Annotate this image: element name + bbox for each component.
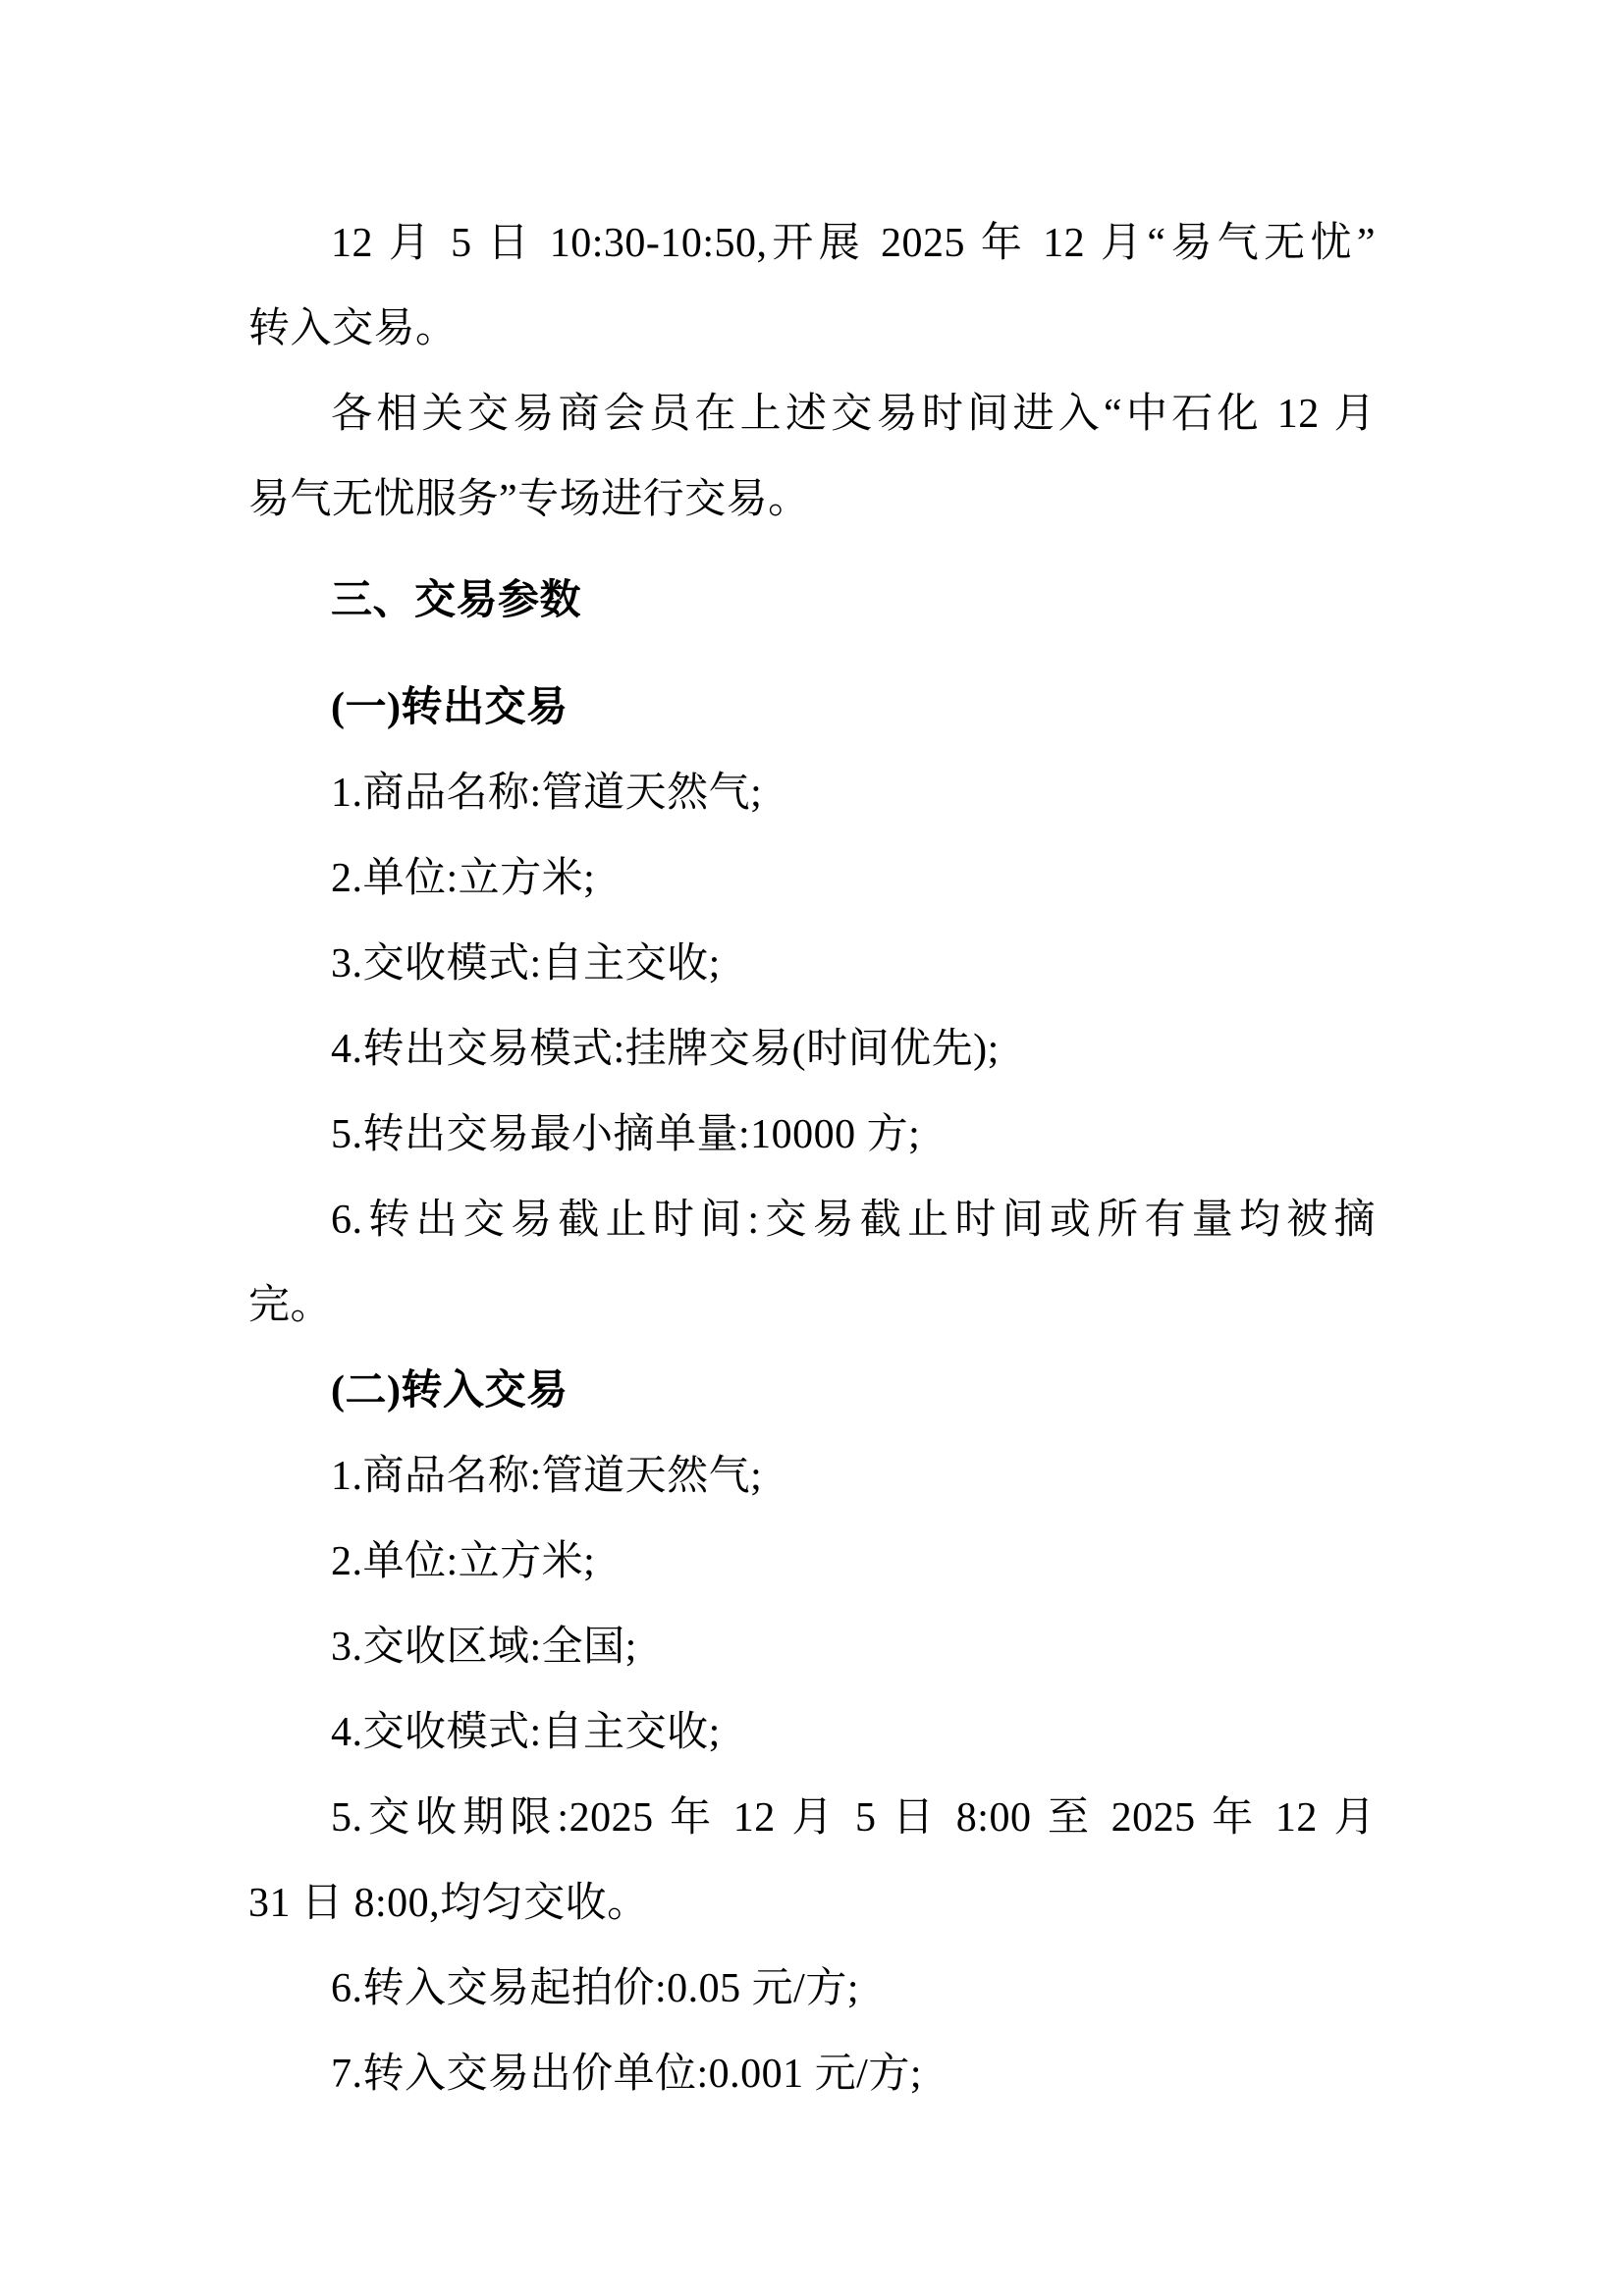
transfer-out-item-3: 3.交收模式:自主交收; (331, 941, 721, 987)
subsection-heading-transfer-in: (二)转入交易 (331, 1368, 568, 1414)
transfer-out-item-2: 2.单位:立方米; (331, 856, 596, 901)
intro-paragraph-1-line-1: 12 月 5 日 10:30-10:50,开展 2025 年 12 月“易气无忧” (331, 221, 1376, 266)
intro-paragraph-2-line-1: 各相关交易商会员在上述交易时间进入“中石化 12 月 (331, 392, 1376, 437)
transfer-out-item-5: 5.转出交易最小摘单量:10000 方; (331, 1112, 921, 1157)
intro-paragraph-1-line-2: 转入交易。 (248, 306, 458, 351)
transfer-in-item-5-line-1: 5.交收期限:2025 年 12 月 5 日 8:00 至 2025 年 12 月 (331, 1795, 1376, 1841)
transfer-out-item-1: 1.商品名称:管道天然气; (331, 771, 763, 816)
transfer-in-item-4: 4.交收模式:自主交收; (331, 1710, 721, 1755)
transfer-in-item-7: 7.转入交易出价单位:0.001 元/方; (331, 2052, 923, 2097)
transfer-in-item-3: 3.交收区域:全国; (331, 1625, 637, 1670)
transfer-out-item-4: 4.转出交易模式:挂牌交易(时间优先); (331, 1027, 1000, 1072)
transfer-in-item-5-line-2: 31 日 8:00,均匀交收。 (248, 1881, 649, 1926)
transfer-in-item-1: 1.商品名称:管道天然气; (331, 1454, 763, 1499)
subsection-heading-transfer-out: (一)转出交易 (331, 685, 568, 730)
document-body (248, 201, 1376, 2117)
transfer-in-item-2: 2.单位:立方米; (331, 1539, 596, 1584)
transfer-in-item-6: 6.转入交易起拍价:0.05 元/方; (331, 1966, 860, 2011)
transfer-out-item-6-line-1: 6.转出交易截止时间:交易截止时间或所有量均被摘 (331, 1198, 1376, 1243)
section-heading-trade-parameters: 三、交易参数 (331, 578, 582, 623)
intro-paragraph-2-line-2: 易气无忧服务”专场进行交易。 (248, 477, 810, 522)
transfer-out-item-6-line-2: 完。 (248, 1283, 333, 1328)
